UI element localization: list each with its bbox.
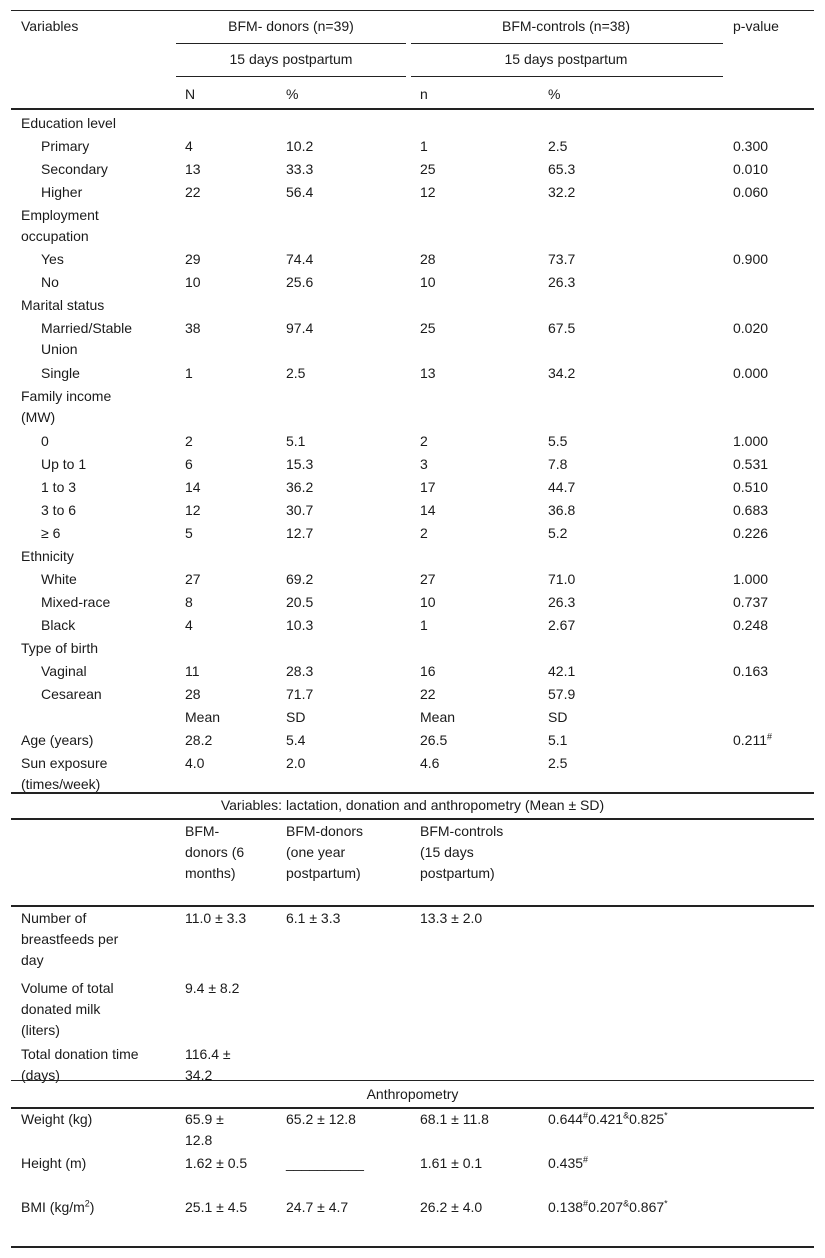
cell-controls-pct: 26.3 — [548, 274, 576, 290]
cell-controls-pct: 73.7 — [548, 251, 576, 267]
section3-cell-donors-6m: 1.62 ± 0.5 — [185, 1155, 248, 1171]
row-label: Mixed-race — [41, 594, 111, 610]
cell-p-value: 0.737 — [733, 594, 769, 610]
footnote-mark: # — [583, 1198, 589, 1209]
cell-controls-n: 17 — [420, 479, 436, 495]
cell-donors-n: Mean — [185, 709, 221, 725]
row-label: Up to 1 — [41, 456, 87, 472]
cell-controls-pct: 7.8 — [548, 456, 568, 472]
cell-donors-n: 13 — [185, 161, 201, 177]
cell-donors-n: 28.2 — [185, 732, 213, 748]
cell-controls-pct: 2.5 — [548, 755, 568, 771]
cell-donors-n: 29 — [185, 251, 201, 267]
cell-controls-n: 4.6 — [420, 755, 440, 771]
row-label: Family income (MW) — [21, 388, 112, 425]
cell-donors-pct: 15.3 — [286, 456, 314, 472]
footnote-mark: 2 — [84, 1198, 90, 1209]
cell-controls-pct: 2.67 — [548, 617, 576, 633]
cell-donors-n: 1 — [185, 365, 193, 381]
section2-cell-donors-6m: 116.4 ± 34.2 — [185, 1046, 231, 1083]
cell-controls-pct: 5.1 — [548, 732, 568, 748]
cell-p-value: 0.248 — [733, 617, 769, 633]
row-label: Marital status — [21, 297, 105, 313]
cell-controls-n: 26.5 — [420, 732, 448, 748]
section3-title: Anthropometry — [366, 1086, 459, 1102]
cell-p-value: 0.000 — [733, 365, 769, 381]
section3-p-values: 0.644#0.421&0.825* — [548, 1110, 668, 1127]
cell-donors-pct: 5.1 — [286, 433, 306, 449]
section3-cell-donors-1y: __________ — [286, 1155, 364, 1171]
cell-controls-n: 10 — [420, 594, 436, 610]
row-label: Secondary — [41, 161, 108, 177]
cell-p-value: 0.060 — [733, 184, 769, 200]
cell-controls-pct: 5.2 — [548, 525, 568, 541]
section3-row-label: Weight (kg) — [21, 1111, 93, 1127]
row-label: Yes — [41, 251, 64, 267]
cell-controls-n: 2 — [420, 433, 428, 449]
cell-controls-n: 25 — [420, 320, 436, 336]
footnote-mark: # — [583, 1110, 589, 1121]
header-donors-timepoint: 15 days postpartum — [229, 51, 353, 67]
cell-controls-pct: 32.2 — [548, 184, 576, 200]
row-label: 3 to 6 — [41, 502, 77, 518]
row-label: Ethnicity — [21, 548, 74, 564]
cell-controls-n: 1 — [420, 617, 428, 633]
cell-donors-n: 5 — [185, 525, 193, 541]
cell-donors-pct: 30.7 — [286, 502, 314, 518]
header-bottom-rule — [11, 108, 814, 110]
section3-cell-donors-6m: 25.1 ± 4.5 — [185, 1199, 248, 1215]
row-label: ≥ 6 — [41, 525, 61, 541]
cell-controls-n: 12 — [420, 184, 436, 200]
cell-controls-pct: 34.2 — [548, 365, 576, 381]
cell-donors-pct: 33.3 — [286, 161, 314, 177]
row-label: Age (years) — [21, 732, 94, 748]
cell-controls-n: 25 — [420, 161, 436, 177]
cell-controls-n: 27 — [420, 571, 436, 587]
footnote-mark: * — [664, 1198, 668, 1209]
cell-p-value: 0.010 — [733, 161, 769, 177]
row-label: Black — [41, 617, 76, 633]
row-label: Cesarean — [41, 686, 102, 702]
cell-donors-n: 22 — [185, 184, 201, 200]
cell-donors-n: 28 — [185, 686, 201, 702]
cell-p-value: 0.300 — [733, 138, 769, 154]
cell-controls-pct: 57.9 — [548, 686, 576, 702]
donors-group-rule — [176, 43, 406, 44]
cell-p-value: 0.900 — [733, 251, 769, 267]
row-label: Type of birth — [21, 640, 99, 656]
top-rule — [11, 10, 814, 11]
section2-row-label: Total donation time (days) — [21, 1046, 139, 1083]
section3-cell-donors-1y: 24.7 ± 4.7 — [286, 1199, 349, 1215]
cell-controls-pct: 71.0 — [548, 571, 576, 587]
section3-p-values: 0.138#0.207&0.867* — [548, 1198, 668, 1215]
cell-controls-pct: 65.3 — [548, 161, 576, 177]
cell-controls-n: 13 — [420, 365, 436, 381]
row-label: Single — [41, 365, 80, 381]
cell-donors-pct: 10.2 — [286, 138, 314, 154]
cell-donors-n: 27 — [185, 571, 201, 587]
cell-controls-n: 28 — [420, 251, 436, 267]
cell-donors-pct: 56.4 — [286, 184, 314, 200]
header-variables: Variables — [21, 18, 79, 34]
header-controls: BFM-controls (n=38) — [502, 18, 630, 34]
cell-donors-pct: 25.6 — [286, 274, 314, 290]
section2-title-rule — [11, 818, 814, 820]
section2-row-label: Number of breastfeeds per day — [21, 910, 119, 968]
row-label: White — [41, 571, 77, 587]
section2-cell-donors-1y: 6.1 ± 3.3 — [286, 910, 341, 926]
cell-p-value: 1.000 — [733, 571, 769, 587]
section2-top-rule — [11, 792, 814, 794]
cell-donors-n: 12 — [185, 502, 201, 518]
controls-group-rule — [411, 43, 723, 44]
row-label: 1 to 3 — [41, 479, 77, 495]
cell-p-value: 1.000 — [733, 433, 769, 449]
row-label: Primary — [41, 138, 90, 154]
row-label: Employment occupation — [21, 207, 99, 244]
header-col-pct-donors: % — [286, 86, 299, 102]
cell-donors-pct: 36.2 — [286, 479, 314, 495]
section2-row-label: Volume of total donated milk (liters) — [21, 980, 114, 1038]
footnote-mark: & — [623, 1110, 630, 1121]
cell-controls-n: 1 — [420, 138, 428, 154]
row-label: 0 — [41, 433, 49, 449]
cell-controls-n: 10 — [420, 274, 436, 290]
row-label: Vaginal — [41, 663, 87, 679]
cell-donors-pct: 10.3 — [286, 617, 314, 633]
section2-col-donors-6m: BFM-donors (6 months) — [185, 823, 245, 881]
cell-controls-n: 14 — [420, 502, 436, 518]
section2-cell-donors-6m: 9.4 ± 8.2 — [185, 980, 240, 996]
cell-p-value: 0.531 — [733, 456, 769, 472]
section3-top-rule — [11, 1080, 814, 1081]
cell-donors-pct: SD — [286, 709, 306, 725]
header-pvalue: p-value — [733, 18, 779, 34]
section3-row-label: Height (m) — [21, 1155, 87, 1171]
cell-controls-pct: 2.5 — [548, 138, 568, 154]
header-controls-timepoint: 15 days postpartum — [504, 51, 628, 67]
cell-controls-pct: 44.7 — [548, 479, 576, 495]
cell-donors-n: 2 — [185, 433, 193, 449]
bottom-rule — [11, 1246, 814, 1248]
cell-p-value: 0.226 — [733, 525, 769, 541]
cell-donors-n: 4 — [185, 138, 193, 154]
donors-sub-rule — [176, 76, 406, 77]
section3-row-label: BMI $(kg/m^2)$ — [21, 1198, 95, 1215]
cell-donors-pct: 5.4 — [286, 732, 306, 748]
cell-donors-n: 4 — [185, 617, 193, 633]
cell-p-value: 0.163 — [733, 663, 769, 679]
section2-cell-donors-6m: 11.0 ± 3.3 — [185, 910, 247, 926]
row-label: Higher — [41, 184, 83, 200]
cell-donors-n: 14 — [185, 479, 201, 495]
section2-title: Variables: lactation, donation and anthropometry (Mean ± SD) — [220, 797, 605, 813]
cell-p-value: 0.211# — [733, 731, 773, 748]
controls-sub-rule — [411, 76, 723, 77]
cell-donors-pct: 74.4 — [286, 251, 314, 267]
cell-p-value: 0.020 — [733, 320, 769, 336]
cell-donors-pct: 97.4 — [286, 320, 314, 336]
row-label: Sun exposure (times/week) — [21, 755, 108, 792]
cell-controls-pct: SD — [548, 709, 568, 725]
section2-col-donors-1y: BFM-donors (one year postpartum) — [286, 823, 364, 881]
cell-controls-n: 16 — [420, 663, 436, 679]
header-col-pct-controls: % — [548, 86, 561, 102]
cell-controls-pct: 36.8 — [548, 502, 576, 518]
cell-donors-pct: 28.3 — [286, 663, 314, 679]
cell-donors-pct: 20.5 — [286, 594, 314, 610]
row-label: Married/Stable Union — [41, 320, 133, 357]
cell-donors-pct: 69.2 — [286, 571, 314, 587]
cell-donors-pct: 2.0 — [286, 755, 306, 771]
section3-cell-donors-1y: 65.2 ± 12.8 — [286, 1111, 356, 1127]
cell-donors-n: 4.0 — [185, 755, 205, 771]
section3-cell-controls: 1.61 ± 0.1 — [420, 1155, 483, 1171]
header-col-N: N — [185, 86, 196, 102]
row-label: Education level — [21, 115, 116, 131]
cell-controls-pct: 26.3 — [548, 594, 576, 610]
cell-donors-pct: 71.7 — [286, 686, 314, 702]
section2-header-rule — [11, 905, 814, 907]
cell-donors-n: 11 — [185, 663, 200, 679]
section2-col-controls: BFM-controls (15 days postpartum) — [420, 823, 504, 881]
cell-controls-pct: 42.1 — [548, 663, 576, 679]
cell-donors-pct: 2.5 — [286, 365, 306, 381]
cell-p-value: 0.683 — [733, 502, 769, 518]
footnote-mark: # — [583, 1154, 589, 1165]
footnote-mark: & — [623, 1198, 630, 1209]
cell-controls-n: 3 — [420, 456, 428, 472]
header-donors: BFM- donors (n=39) — [228, 18, 354, 34]
section3-cell-controls: 26.2 ± 4.0 — [420, 1199, 483, 1215]
cell-controls-n: 2 — [420, 525, 428, 541]
cell-controls-pct: 5.5 — [548, 433, 568, 449]
row-label: No — [41, 274, 59, 290]
cell-controls-pct: 67.5 — [548, 320, 576, 336]
footnote-mark: # — [767, 731, 773, 742]
section3-cell-donors-6m: 65.9 ± 12.8 — [185, 1111, 224, 1148]
section3-cell-controls: 68.1 ± 11.8 — [420, 1111, 489, 1127]
section3-p-values: 0.435# — [548, 1154, 589, 1171]
cell-controls-n: 22 — [420, 686, 436, 702]
section2-cell-controls: 13.3 ± 2.0 — [420, 910, 483, 926]
cell-donors-n: 6 — [185, 456, 193, 472]
cell-donors-n: 38 — [185, 320, 201, 336]
cell-donors-n: 10 — [185, 274, 201, 290]
cell-controls-n: Mean — [420, 709, 456, 725]
cell-donors-n: 8 — [185, 594, 193, 610]
cell-donors-pct: 12.7 — [286, 525, 314, 541]
footnote-mark: * — [664, 1110, 668, 1121]
cell-p-value: 0.510 — [733, 479, 769, 495]
header-col-n: n — [420, 86, 428, 102]
